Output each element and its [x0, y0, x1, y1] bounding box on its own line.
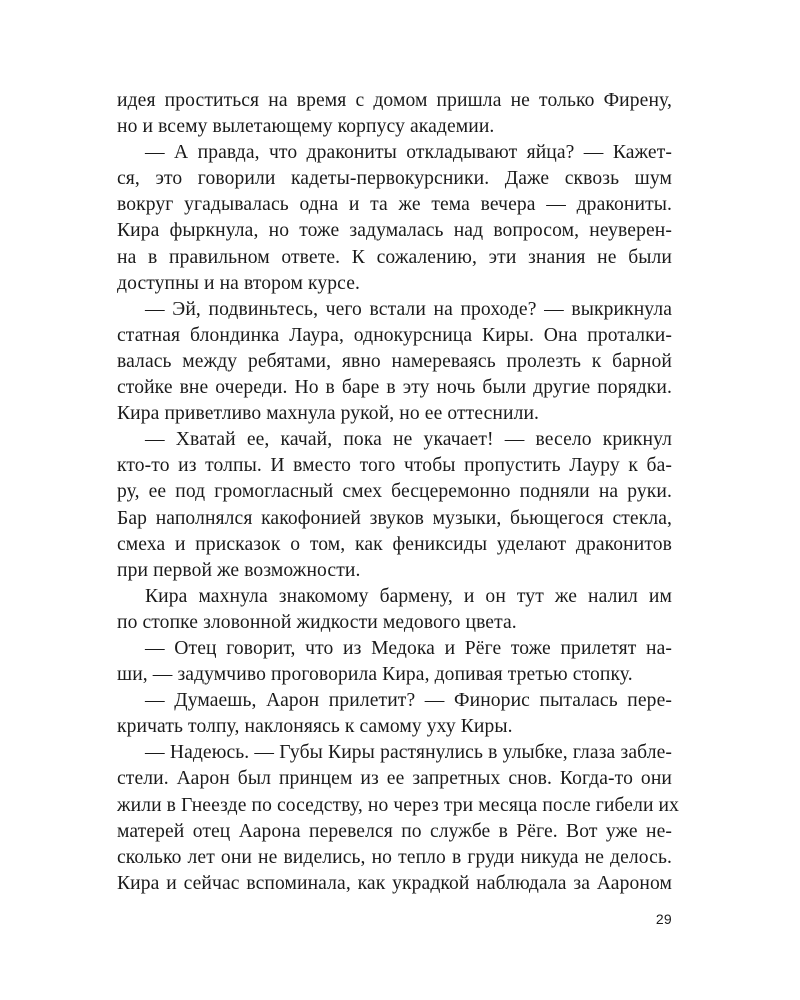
body-text	[117, 88, 680, 897]
text-line: сколько лет они не виделись, но тепло в груди никуда не делось.	[117, 846, 672, 868]
text-line: — Надеюсь. — Губы Киры растянулись в улыбке, глаза забле-	[145, 742, 672, 764]
text-line: смеха и присказок о том, как фениксиды уделают драконитов	[117, 533, 672, 555]
text-line: на в правильном ответе. К сожалению, эти знания не были	[117, 246, 672, 268]
text-line: — Хватай ее, качай, пока не укачает! — весело крикнул	[145, 429, 672, 451]
text-line: идея проститься на время с домом пришла не только Фирену,	[117, 90, 672, 111]
text-line: по стопке зловонной жидкости медового цвета.	[117, 611, 517, 633]
text-line: ши, — задумчиво проговорила Кира, допивая третью стопку.	[117, 664, 633, 686]
text-line: Кира приветливо махнула рукой, но ее оттеснили.	[117, 403, 540, 425]
text-line: но и всему вылетающему корпусу академии.	[117, 116, 495, 138]
text-line: матерей отец Аарона перевелся по службе в Рёге. Вот уже не-	[117, 820, 672, 842]
page-number: 29	[655, 911, 672, 927]
text-line: Кира фыркнула, но тоже задумалась над вопросом, неуверен-	[117, 220, 672, 242]
text-line: Кира махнула знакомому бармену, и он тут же налил им	[145, 585, 672, 607]
text-line: статная блондинка Лаура, однокурсница Киры. Она проталки-	[117, 324, 672, 346]
text-line: жили в Гнеезде по соседству, но через три месяца после гибели их	[117, 794, 680, 816]
text-line: вокруг угадывалась одна и та же тема вечера — дракониты.	[117, 194, 672, 216]
text-line: Кира и сейчас вспоминала, как украдкой наблюдала за Аароном	[117, 872, 672, 894]
text-line: валась между ребятами, явно намереваясь пролезть к барной	[117, 350, 672, 372]
text-line: ру, ее под громогласный смех бесцеремонно подняли на руки.	[117, 481, 672, 503]
text-line: доступны и на втором курсе.	[117, 272, 361, 294]
text-line: стойке вне очереди. Но в баре в эту ночь были другие порядки.	[117, 377, 672, 399]
text-line: — Эй, подвиньтесь, чего встали на проходе? — выкрикнула	[145, 298, 672, 320]
text-line: ся, это говорили кадеты-первокурсники. Даже сквозь шум	[117, 168, 672, 190]
text-line: Бар наполнялся какофонией звуков музыки, бьющегося стекла,	[117, 507, 672, 529]
text-line: — Отец говорит, что из Медока и Рёге тоже прилетят на-	[145, 637, 672, 659]
text-line: кто-то из толпы. И вместо того чтобы пропустить Лауру к ба-	[117, 455, 672, 477]
text-line: — Думаешь, Аарон прилетит? — Финорис пыталась пере-	[145, 690, 672, 712]
text-line: стели. Аарон был принцем из ее запретных снов. Когда-то они	[117, 768, 672, 790]
text-line: кричать толпу, наклоняясь к самому уху Киры.	[117, 716, 513, 738]
text-line: при первой же возможности.	[117, 559, 361, 581]
text-line: — А правда, что дракониты откладывают яйца? — Кажет-	[145, 142, 672, 164]
